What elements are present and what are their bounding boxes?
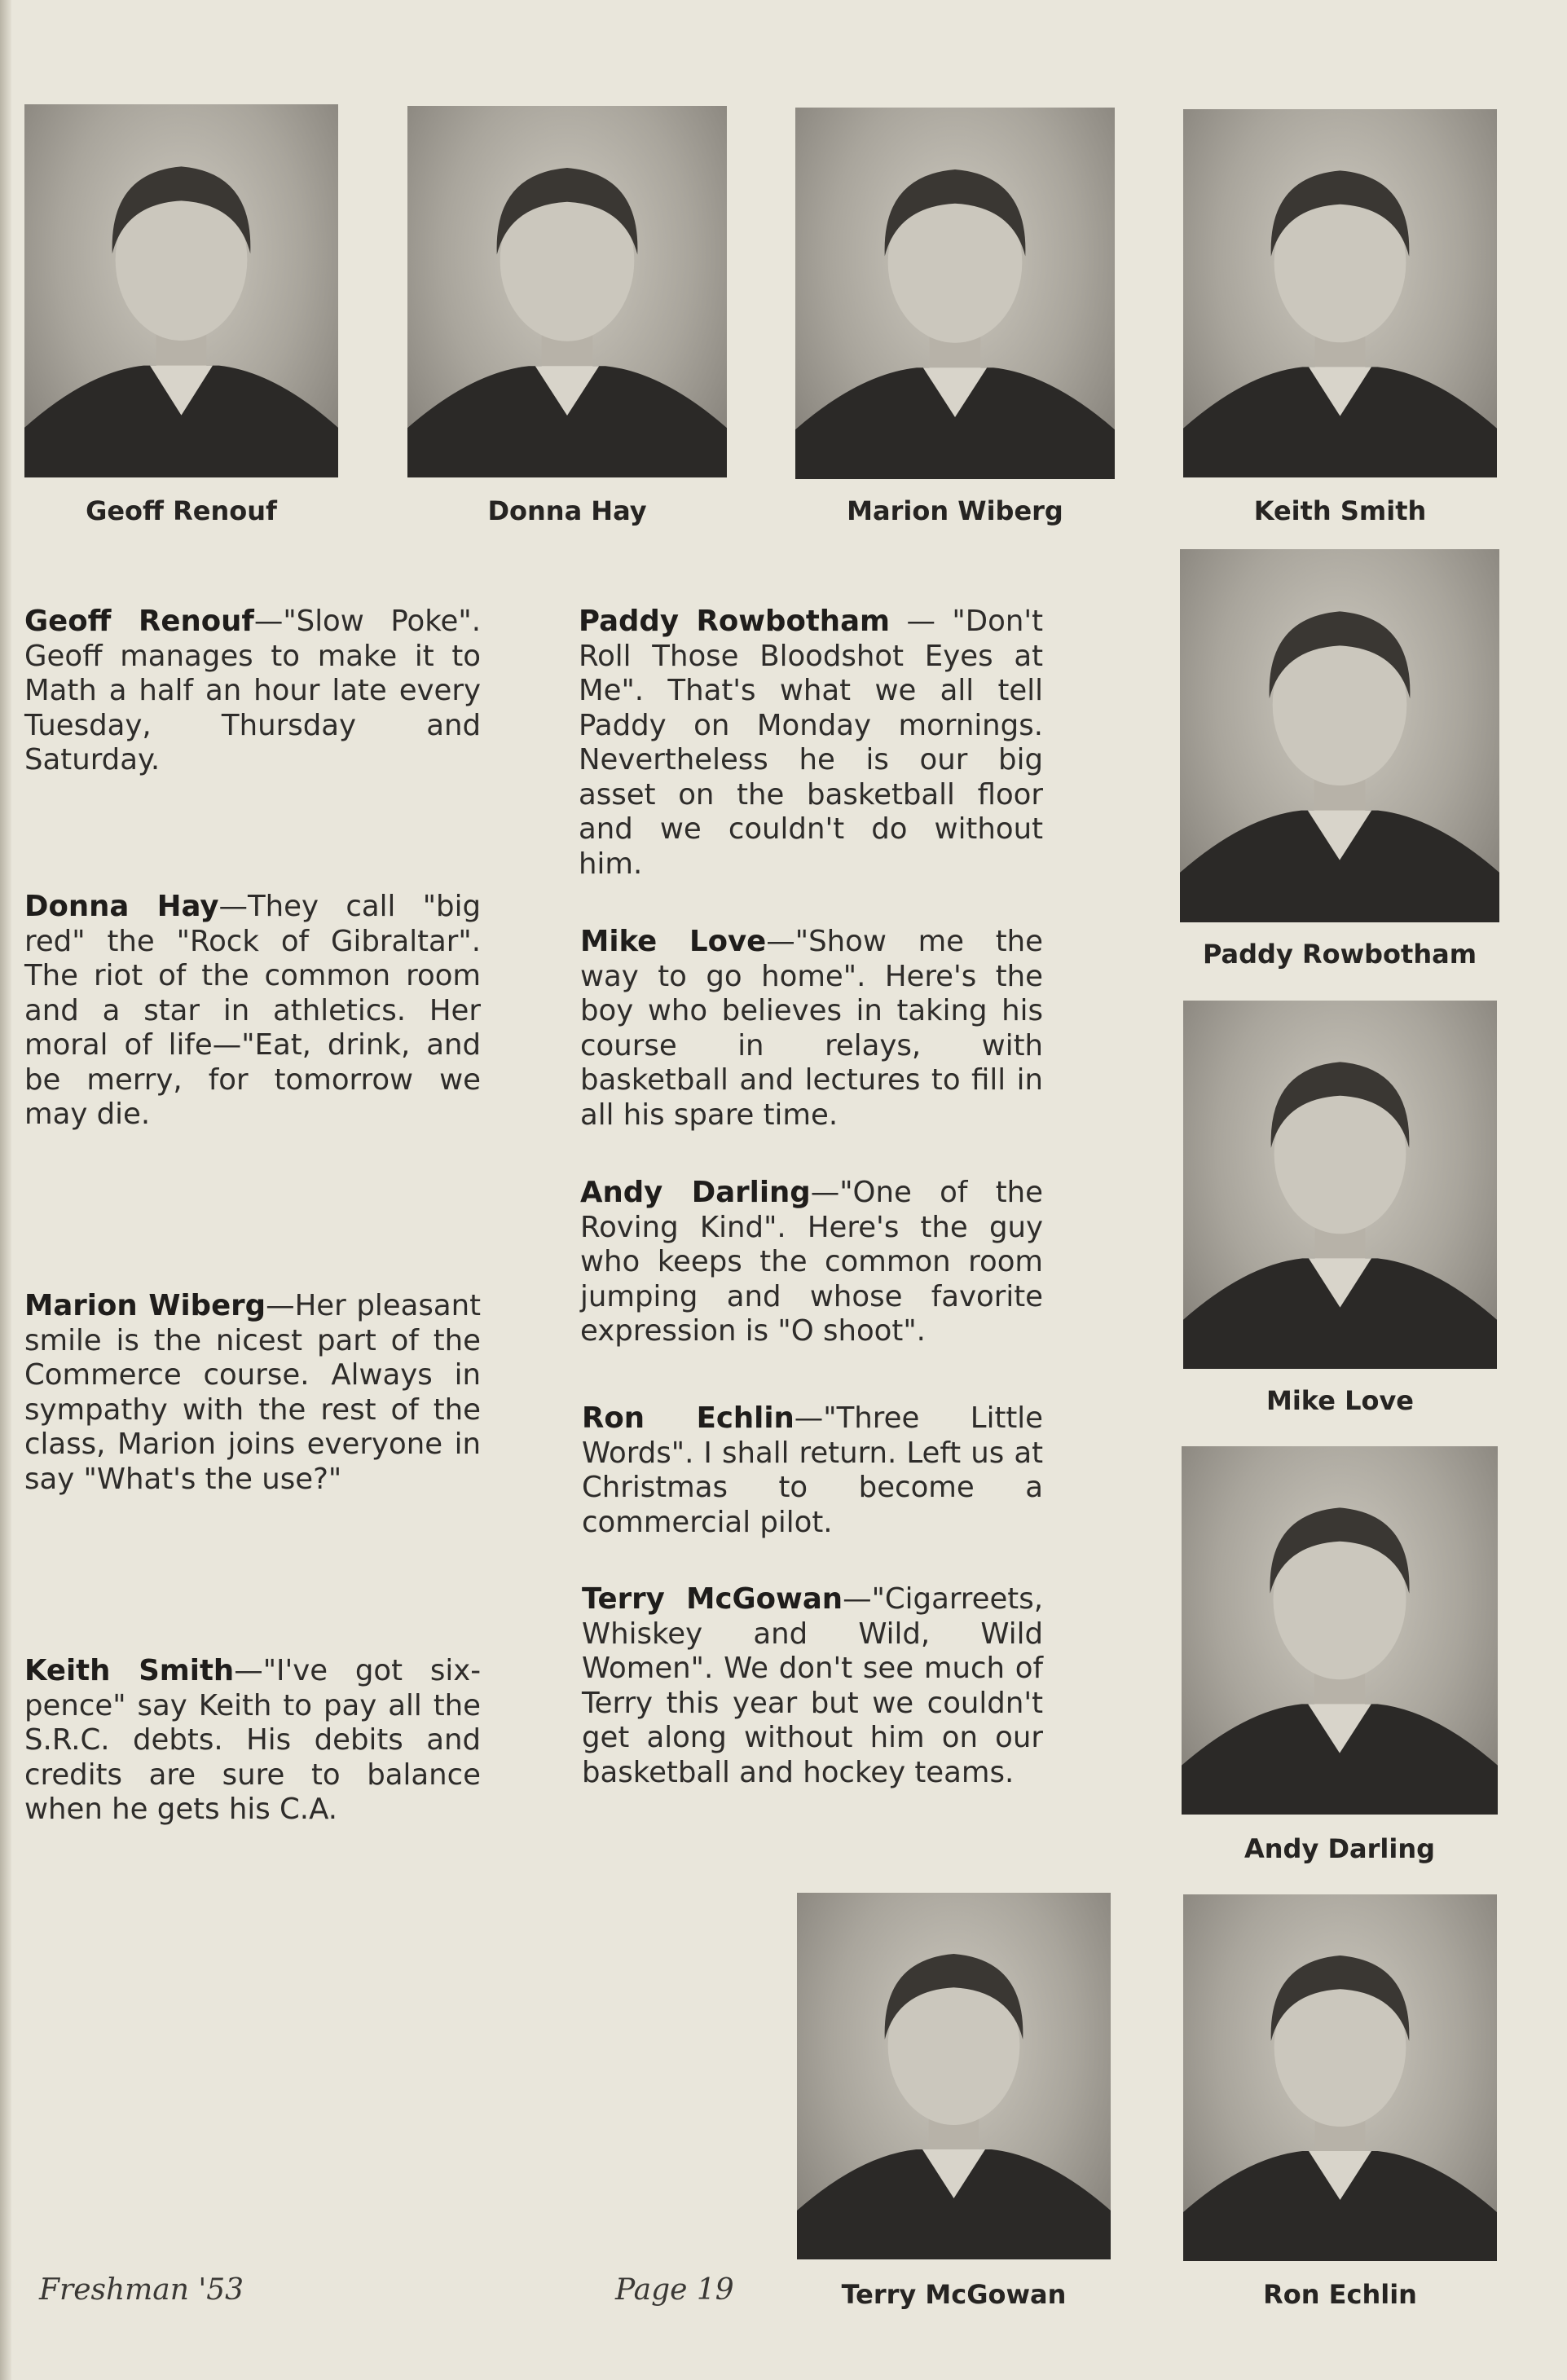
portrait-silhouette-icon bbox=[24, 104, 338, 477]
bio-name: Terry McGowan bbox=[582, 1582, 843, 1616]
bio-text: —"Cigarreets, Whiskey and Wild, Wild Women". We don't see much of Terry this year but we couldn't get along without him on our basketball and hockey teams. bbox=[582, 1582, 1043, 1789]
bio-paragraph bbox=[582, 1582, 1043, 1790]
portrait-caption: Donna Hay bbox=[487, 495, 647, 526]
portrait-photo bbox=[1180, 549, 1499, 922]
bio-text: —They call "big red" the "Rock of Gibraltar". The riot of the common room and a star in athletics. Her moral of life—"Eat, drink, and be merry, for tomorrow we may die. bbox=[24, 890, 481, 1131]
bio-name: Mike Love bbox=[580, 925, 767, 958]
portrait-silhouette-icon bbox=[1183, 109, 1497, 477]
bio-paragraph bbox=[579, 605, 1043, 882]
bio-name: Ron Echlin bbox=[582, 1401, 795, 1435]
portrait-silhouette-icon bbox=[1183, 1001, 1497, 1369]
portrait-photo bbox=[795, 108, 1115, 479]
portrait-caption: Marion Wiberg bbox=[847, 495, 1063, 526]
portrait-photo bbox=[1182, 1446, 1498, 1815]
portrait-caption: Geoff Renouf bbox=[86, 495, 277, 526]
portrait-photo bbox=[797, 1893, 1111, 2259]
portrait-silhouette-icon bbox=[797, 1893, 1111, 2259]
bio-text: —"One of the Roving Kind". Here's the guy who keeps the common room jumping and whose favorite expression is "O shoot". bbox=[580, 1176, 1043, 1348]
portrait-photo bbox=[24, 104, 338, 477]
bio-paragraph bbox=[580, 925, 1043, 1133]
bio-paragraph bbox=[24, 890, 481, 1133]
bio-text: —Her pleasant smile is the nicest part of the Commerce course. Always in sympathy with the rest of the class, Marion joins everyone in say "What's the use?" bbox=[24, 1289, 482, 1496]
portrait-photo bbox=[1183, 1001, 1497, 1369]
page-binding-edge bbox=[0, 0, 11, 2380]
portrait-silhouette-icon bbox=[1182, 1446, 1498, 1815]
bio-name: Andy Darling bbox=[580, 1176, 811, 1209]
bio-text: —"I've got six-pence" say Keith to pay all the S.R.C. debts. His debits and credits are sure to balance when he gets his C.A. bbox=[24, 1654, 482, 1826]
bio-text: — "Don't Roll Those Bloodshot Eyes at Me". That's what we all tell Paddy on Monday mornings. Nevertheless he is our big asset on the basketball floor and we couldn't do without him. bbox=[579, 605, 1043, 881]
portrait-caption: Keith Smith bbox=[1253, 495, 1427, 526]
footer-page-number: Page 19 bbox=[615, 2273, 734, 2307]
portrait-silhouette-icon bbox=[407, 106, 727, 477]
portrait-photo bbox=[1183, 1894, 1497, 2261]
portrait-caption: Paddy Rowbotham bbox=[1202, 939, 1477, 970]
bio-name: Geoff Renouf bbox=[24, 605, 254, 638]
portrait-photo bbox=[407, 106, 727, 477]
portrait-silhouette-icon bbox=[1180, 549, 1499, 922]
bio-paragraph bbox=[582, 1401, 1043, 1540]
bio-text: —"Show me the way to go home". Here's the boy who believes in taking his course in relays, with basketball and lectures to fill in all his spare time. bbox=[580, 925, 1043, 1132]
bio-name: Marion Wiberg bbox=[24, 1289, 266, 1322]
bio-paragraph bbox=[24, 1289, 481, 1497]
footer-publication: Freshman '53 bbox=[39, 2273, 244, 2307]
bio-paragraph bbox=[24, 1654, 481, 1828]
portrait-caption: Andy Darling bbox=[1243, 1833, 1435, 1864]
bio-text: —"Three Little Words". I shall return. Left us at Christmas to become a commercial pilot. bbox=[582, 1401, 1043, 1539]
bio-paragraph bbox=[580, 1176, 1043, 1349]
portrait-photo bbox=[1183, 109, 1497, 477]
portrait-caption: Mike Love bbox=[1265, 1385, 1414, 1416]
portrait-caption: Ron Echlin bbox=[1263, 2279, 1417, 2310]
portrait-silhouette-icon bbox=[1183, 1894, 1497, 2261]
portrait-silhouette-icon bbox=[795, 108, 1115, 479]
bio-name: Donna Hay bbox=[24, 890, 219, 923]
portrait-caption: Terry McGowan bbox=[841, 2279, 1067, 2310]
bio-name: Keith Smith bbox=[24, 1654, 235, 1687]
bio-name: Paddy Rowbotham bbox=[579, 605, 891, 638]
bio-paragraph bbox=[24, 605, 481, 778]
bio-text: —"Slow Poke". Geoff manages to make it to Math a half an hour late every Tuesday, Thursday and Saturday. bbox=[24, 605, 482, 776]
